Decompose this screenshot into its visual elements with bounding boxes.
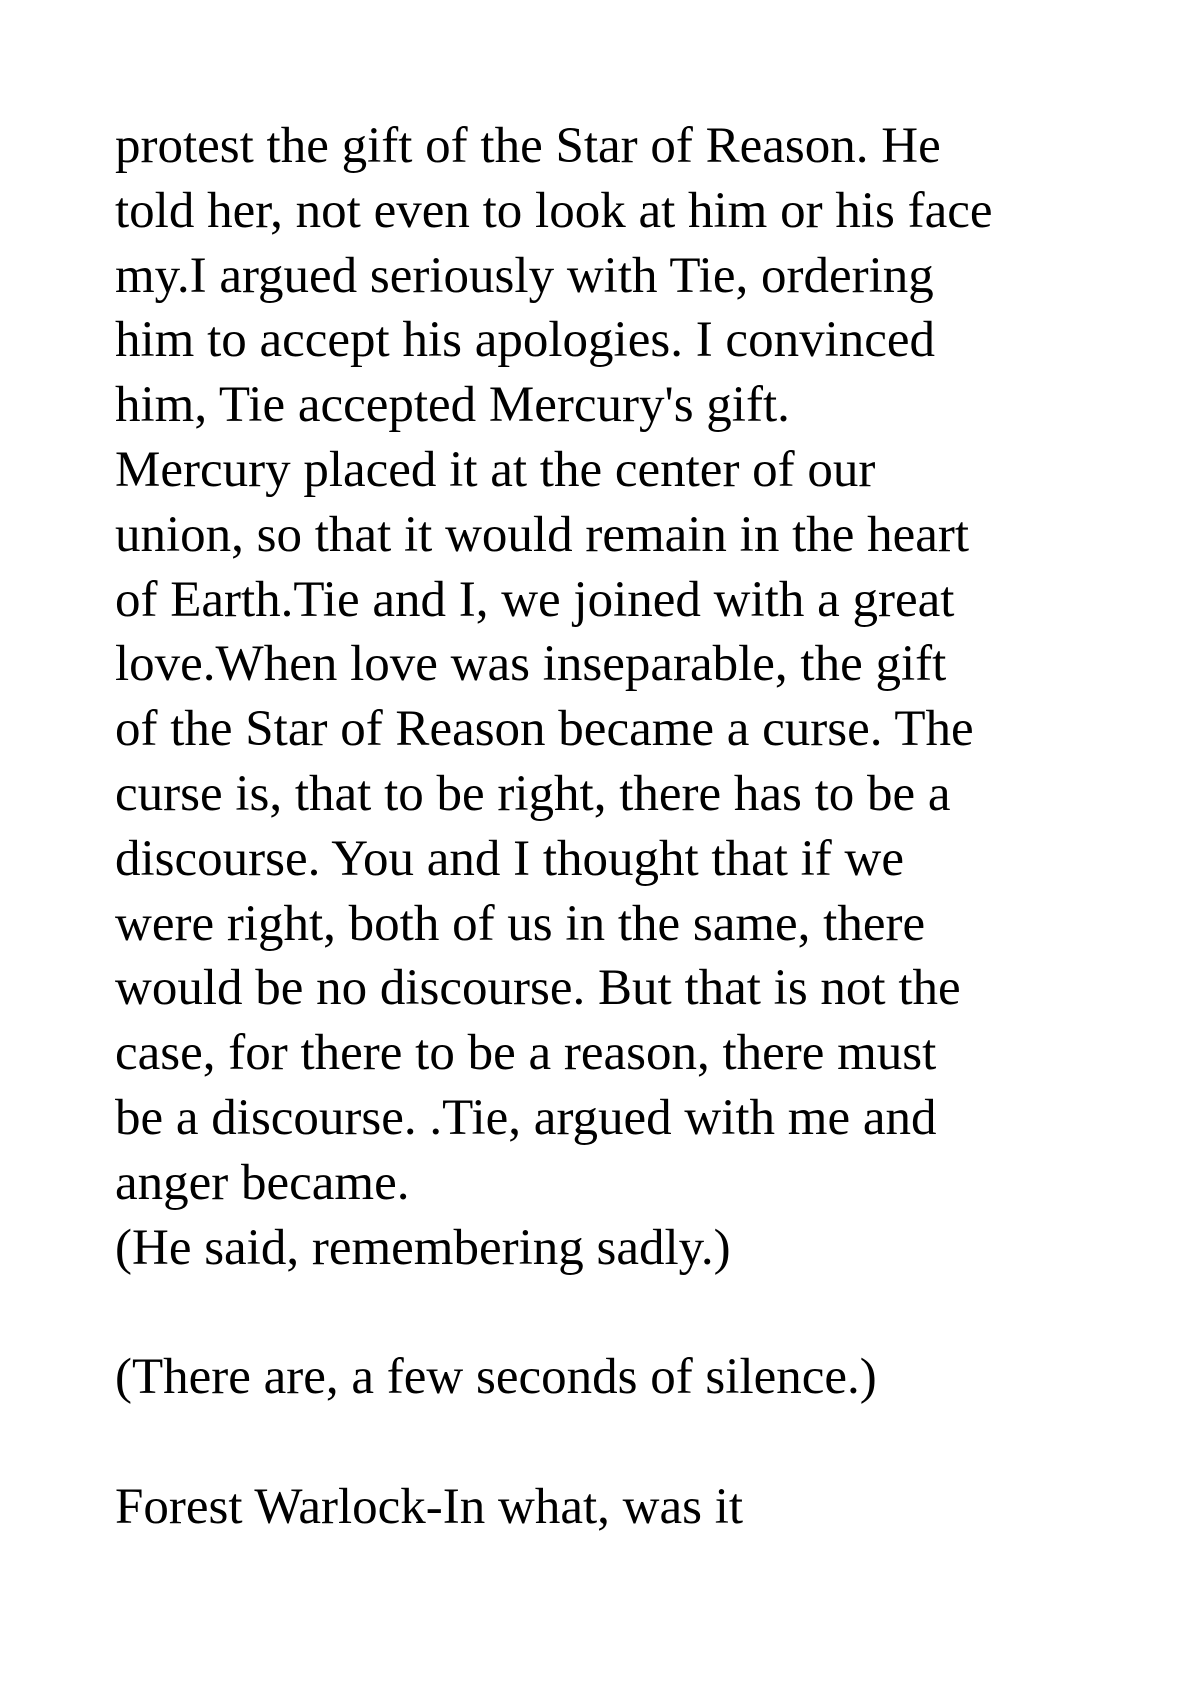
text-line: told her, not even to look at him or his face	[115, 182, 993, 239]
body-text	[115, 114, 1155, 1540]
text-line: be a discourse. .Tie, argued with me and	[115, 1089, 937, 1146]
blank-line	[115, 1410, 1155, 1475]
text-line: curse is, that to be right, there has to be a	[115, 765, 951, 822]
blank-line	[115, 1280, 1155, 1345]
text-line: him to accept his apologies. I convinced	[115, 312, 936, 369]
stage-direction: (He said, remembering sadly.)	[115, 1219, 731, 1276]
text-line: Mercury placed it at the center of our	[115, 441, 876, 498]
text-line: anger became.	[115, 1154, 410, 1211]
text-line: of Earth.Tie and I, we joined with a great	[115, 571, 955, 628]
text-line: discourse. You and I thought that if we	[115, 830, 905, 887]
stage-direction: (There are, a few seconds of silence.)	[115, 1349, 877, 1406]
dialogue-line: Forest Warlock-In what, was it	[115, 1478, 744, 1535]
text-line: love.When love was inseparable, the gift	[115, 636, 947, 693]
text-line: protest the gift of the Star of Reason. He	[115, 118, 941, 174]
text-line: were right, both of us in the same, there	[115, 895, 926, 952]
text-line: would be no discourse. But that is not the	[115, 960, 961, 1017]
text-line: union, so that it would remain in the heart	[115, 506, 970, 563]
text-line: him, Tie accepted Mercury's gift.	[115, 377, 790, 434]
text-line: my.I argued seriously with Tie, ordering	[115, 247, 934, 304]
text-line: of the Star of Reason became a curse. The	[115, 701, 974, 758]
text-line: case, for there to be a reason, there must	[115, 1025, 937, 1082]
